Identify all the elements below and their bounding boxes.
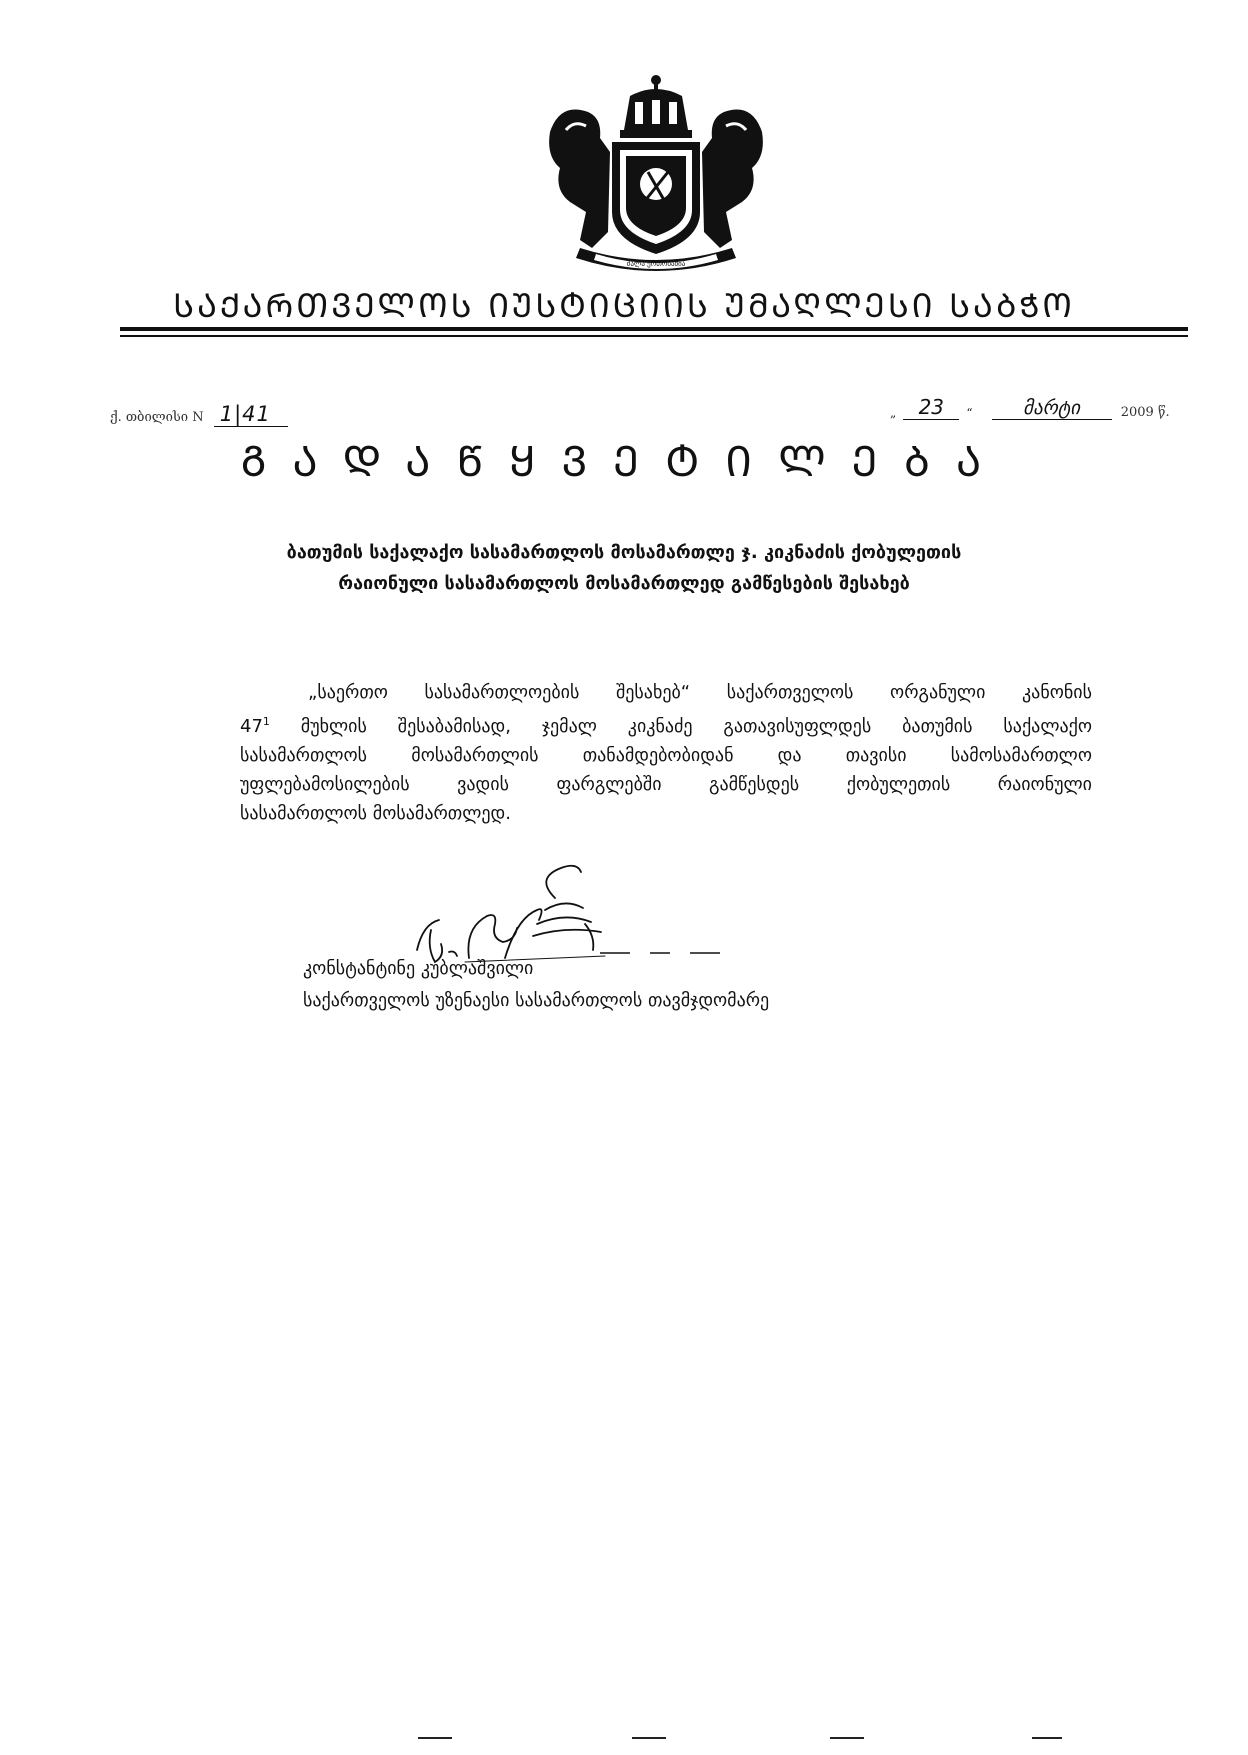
footer-mark-3 bbox=[830, 1737, 864, 1739]
date-month: მარტი bbox=[992, 397, 1112, 420]
body-paragraph bbox=[240, 678, 1092, 828]
reference-number bbox=[110, 402, 288, 427]
subject-heading bbox=[180, 537, 1068, 599]
motto-ribbon-text: ძალა ერთობაშია bbox=[626, 260, 686, 268]
header-rule-thick bbox=[120, 327, 1188, 331]
footer-mark-1 bbox=[418, 1737, 452, 1739]
article-number: 47 bbox=[240, 716, 263, 737]
body-line-2 bbox=[240, 707, 1092, 741]
body-line-1: „საერთო სასამართლოების შესახებ“ საქართველოს ორგანული კანონის bbox=[308, 682, 1092, 703]
signature-dashes bbox=[600, 950, 740, 956]
reference-date bbox=[888, 395, 1170, 420]
institution-header: ᲡᲐᲥᲐᲠᲗᲕᲔᲚᲝᲡ ᲘᲣᲡᲢᲘᲪᲘᲘᲡ ᲣᲛᲐᲦᲚᲔᲡᲘ ᲡᲐᲑᲭᲝ bbox=[173, 286, 1075, 325]
body-line-4: უფლებამოსილების ვადის ფარგლებში გამწესდეს ქობულეთის რაიონული bbox=[240, 774, 1092, 795]
footer-mark-4 bbox=[1032, 1737, 1062, 1739]
date-quote-open: „ bbox=[890, 406, 897, 420]
date-year: 2009 წ. bbox=[1120, 405, 1170, 420]
signatory-name: კონსტანტინე კუბლაშვილი bbox=[303, 958, 534, 979]
footer-mark-2 bbox=[632, 1737, 666, 1739]
body-line-3: სასამართლოს მოსამართლის თანამდებობიდან და თავისი სამოსამართლო bbox=[240, 745, 1092, 766]
body-line-5: სასამართლოს მოსამართლედ. bbox=[240, 803, 511, 824]
header-rule-thin bbox=[120, 335, 1188, 337]
coat-of-arms-emblem bbox=[540, 72, 772, 282]
signatory-title: საქართველოს უზენაესი სასამართლოს თავმჯდომარე bbox=[303, 990, 770, 1011]
date-quote-close: “ bbox=[966, 406, 973, 420]
body-line-2-text: მუხლის შესაბამისად, ჯემალ კიკნაძე გათავისუფლდეს ბათუმის საქალაქო bbox=[269, 716, 1092, 737]
reference-number-value: 1|41 bbox=[214, 402, 288, 427]
date-day: 23 bbox=[903, 395, 959, 420]
article-superscript: 1 bbox=[262, 715, 270, 728]
subject-line-2: რაიონული სასამართლოს მოსამართლედ გამწესების შესახებ bbox=[338, 573, 910, 594]
subject-line-1: ბათუმის საქალაქო სასამართლოს მოსამართლე ჯ. კიკნაძის ქობულეთის bbox=[286, 542, 962, 563]
reference-number-label: ქ. თბილისი N bbox=[110, 410, 204, 425]
document-type-title: ᲒᲐᲓᲐᲬᲧᲕᲔᲢᲘᲚᲔᲑᲐ bbox=[240, 437, 1008, 486]
